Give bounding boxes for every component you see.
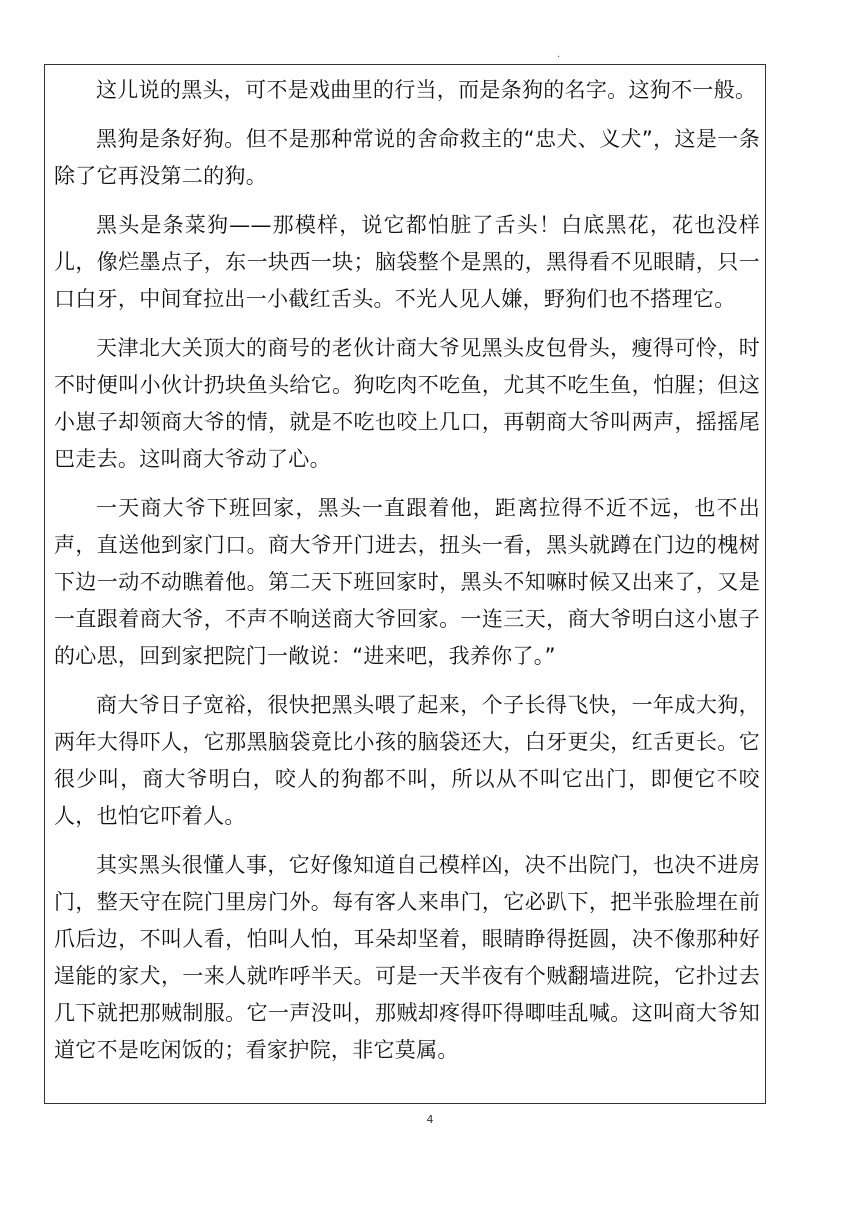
page-number: 4 xyxy=(426,1113,434,1126)
paragraph-7: 其实黑头很懂人事，它好像知道自己模样凶，决不出院门，也决不进房门，整天守在院门里房门外。每有客人来串门，它必趴下，把半张脸埋在前爪后边，不叫人看，怕叫人怕，耳朵却坚着，眼睛睁得挺圆，决不像那种好逞能的家犬，一来人就咋呼半天。可是一天半夜有个贼翻墙进院，它扑过去几下就把那贼制服。它一声没叫，那贼却疼得吓得唧哇乱喊。这叫商大爷知道它不是吃闲饭的；看家护院，非它莫属。 xyxy=(54,853,760,1062)
paragraph-1: 这儿说的黑头，可不是戏曲里的行当，而是条狗的名字。这狗不一般。 xyxy=(96,78,757,102)
paragraph-6: 商大爷日子宽裕，很快把黑头喂了起来，个子长得飞快，一年成大狗，两年大得吓人，它那黑脑袋竟比小孩的脑袋还大，白牙更尖，红舌更长。它很少叫，商大爷明白，咬人的狗都不叫，所以从不叫它出门，即便它不咬人，也怕它吓着人。 xyxy=(54,693,760,828)
header-mark: . xyxy=(557,49,561,60)
paragraph-4: 天津北大关顶大的商号的老伙计商大爷见黑头皮包骨头，瘦得可怜，时不时便叫小伙计扔块鱼头给它。狗吃肉不吃鱼，尤其不吃生鱼，怕腥；但这小崽子却领商大爷的情，就是不吃也咬上几口，再朝商大爷叫两声，摇摇尾巴走去。这叫商大爷动了心。 xyxy=(54,336,760,471)
story-text xyxy=(54,72,760,1081)
paragraph-2: 黑狗是条好狗。但不是那种常说的舍命救主的“忠犬、义犬”，这是一条除了它再没第二的狗。 xyxy=(54,127,760,188)
paragraph-5: 一天商大爷下班回家，黑头一直跟着他，距离拉得不近不远，也不出声，直送他到家门口。商大爷开门进去，扭头一看，黑头就蹲在门边的槐树下边一动不动瞧着他。第二天下班回家时，黑头不知嘛时候又出来了，又是一直跟着商大爷，不声不响送商大爷回家。一连三天，商大爷明白这小崽子的心思，回到家把院门一敞说：“进来吧，我养你了。” xyxy=(54,496,760,668)
paragraph-3: 黑头是条菜狗——那模样，说它都怕脏了舌头！白底黑花，花也没样儿，像烂墨点子，东一块西一块；脑袋整个是黑的，黑得看不见眼睛，只一口白牙，中间耷拉出一小截红舌头。不光人见人嫌，野狗们也不搭理它。 xyxy=(54,213,760,311)
